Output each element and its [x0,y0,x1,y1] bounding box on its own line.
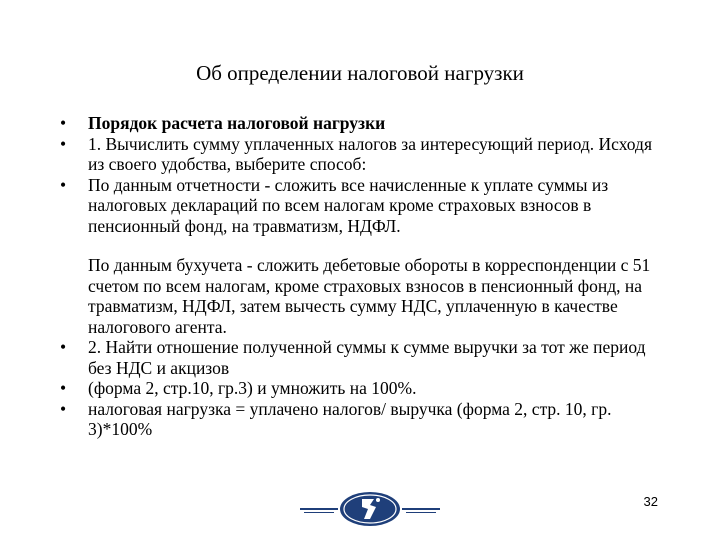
bullet-marker: • [60,174,67,195]
list-item-text: 2. Найти отношение полученной суммы к сумме выручки за тот же период без НДС и акцизов [88,337,646,378]
list-item-text: Порядок расчета налоговой нагрузки [88,113,386,133]
bullet-marker: • [60,113,67,133]
list-item [60,255,660,337]
bullet-marker: • [60,378,67,398]
list-item-text: налоговая нагрузка = уплачено налогов/ выручка (форма 2, стр. 10, гр. 3)*100% [88,398,612,439]
list-item-text: По данным отчетности - сложить все начисленные к уплате суммы из налоговых деклараций по всем налогам кроме страховых взносов в пенсионный фонд, на травматизм, НДФЛ. [88,174,609,236]
paragraph-gap [60,236,660,255]
list-item-text: По данным бухучета - сложить дебетовые обороты в корреспонденции с 51 счетом по всем налогам, кроме страховых взносов в пенсионный фонд, на травматизм, НДФЛ, затем вычесть сумму НДС, уплаченную в качестве налогового агента. [88,255,651,337]
bullet-marker [60,255,88,337]
bullet-marker: • [60,398,67,419]
slide-title: Об определении налоговой нагрузки [196,61,524,85]
list-item-text: 1. Вычислить сумму уплаченных налогов за интересующий период. Исходя из своего удобства, выберите способ: [88,133,652,174]
slide-number: 32 [643,494,658,509]
list-item-text: (форма 2, стр.10, гр.3) и умножить на 100%. [88,378,417,398]
list-item [60,175,660,237]
bullet-marker: • [60,133,67,154]
list-item [60,134,660,175]
bullet-list [60,113,660,440]
bullet-marker: • [60,337,67,357]
list-item [60,337,660,378]
emblem-logo-icon [300,485,440,535]
list-item [60,399,660,440]
list-item [60,113,660,134]
list-item [60,378,660,399]
